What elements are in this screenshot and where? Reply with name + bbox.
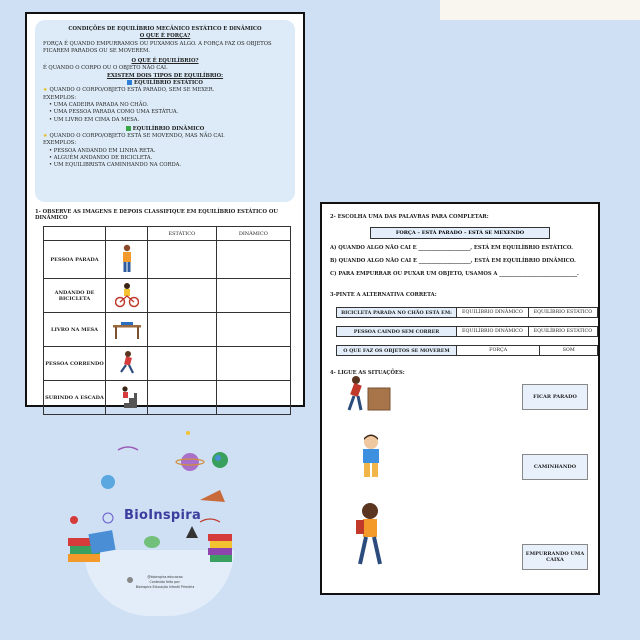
sentence-b: B) QUANDO ALGO NÃO CAI E ____________________, ESTÁ EM EQUILÍBRIO DINÂMICO.: [330, 258, 576, 264]
static-answer-cell[interactable]: [148, 313, 217, 347]
brand-name: BioInspira: [124, 508, 202, 523]
word-bank: FORÇA – ESTÁ PARADO – ESTÁ SE MEXENDO: [370, 227, 550, 239]
dynamic-answer-cell[interactable]: [216, 347, 290, 381]
blue-square-icon: [127, 80, 132, 85]
option-b[interactable]: SOM: [540, 346, 598, 356]
green-square-icon: [126, 126, 131, 131]
option-a[interactable]: EQUILÍBRIO DINÂMICO: [457, 308, 529, 318]
dynamic-answer-cell[interactable]: [216, 241, 290, 279]
sheet-title: CONDIÇÕES DE EQUILÍBRIO MECÂNICO ESTÁTICO E DINÂMICO: [68, 26, 262, 32]
option-question: PESSOA CAINDO SEM CORRER: [337, 327, 457, 337]
dynamic-answer-cell[interactable]: [216, 381, 290, 415]
list-item: • UM EQUILIBRISTA CAMINHANDO NA CORDA.: [49, 162, 287, 169]
static-answer-cell[interactable]: [148, 347, 217, 381]
static-answer-cell[interactable]: [148, 381, 217, 415]
table-row: [337, 327, 598, 337]
book-on-table-icon: [106, 313, 148, 347]
row-label: PESSOA PARADA: [44, 241, 106, 279]
table-row: [44, 347, 291, 381]
examples-label: EXEMPLOS:: [43, 94, 77, 101]
examples-label: EXEMPLOS:: [43, 140, 77, 147]
dynamic-title: EQUILÍBRIO DINÂMICO: [132, 125, 205, 132]
static-definition-line: [43, 87, 287, 94]
list-item: • ALGUÉM ANDANDO DE BICICLETA.: [49, 155, 287, 162]
list-item: • UM LIVRO EM CIMA DA MESA.: [49, 117, 287, 124]
table-row: [44, 241, 291, 279]
equilibrium-definition: É QUANDO O CORPO OU O OBJETO NÃO CAI.: [43, 65, 168, 72]
table-row: [44, 381, 291, 415]
list-item: • UMA PESSOA PARADA COMO UMA ESTÁTUA.: [49, 109, 287, 116]
option-b[interactable]: EQUILÍBRIO ESTÁTICO: [528, 308, 597, 318]
dynamic-answer-cell[interactable]: [216, 279, 290, 313]
match-box-standing[interactable]: FICAR PARADO: [522, 384, 588, 410]
credit-line: Conteúdo feito por:: [149, 580, 181, 584]
sentence-c: C) PARA EMPURRAR OU PUXAR UM OBJETO, USAMOS A ______________________________.: [330, 271, 579, 277]
credit-line: Bioinspira Educação Infantil Primária: [135, 585, 195, 589]
dynamic-answer-cell[interactable]: [216, 313, 290, 347]
classification-table: [43, 226, 291, 415]
table-row: [337, 308, 598, 318]
option-question: O QUE FAZ OS OBJETOS SE MOVEREM: [337, 346, 457, 356]
exercise-1-title: 1- OBSERVE AS IMAGENS E DEPOIS CLASSIFIQUE EM EQUILÍBRIO ESTÁTICO OU DINÂMICO: [35, 209, 278, 221]
header-empty: [106, 227, 148, 241]
top-edge-strip: [440, 0, 640, 20]
dynamic-definition-line: [43, 133, 287, 140]
static-answer-cell[interactable]: [148, 241, 217, 279]
option-a[interactable]: FORÇA: [457, 346, 540, 356]
option-question: BICICLETA PARADA NO CHÃO ESTÁ EM:: [337, 308, 457, 318]
option-b[interactable]: EQUILÍBRIO ESTÁTICO: [528, 327, 597, 337]
pushing-box-icon: [344, 374, 394, 414]
star-icon: ★: [43, 87, 48, 94]
static-title: EQUILÍBRIO ESTÁTICO: [134, 80, 203, 87]
credit-line: @bioinspira.educacao: [147, 575, 183, 579]
options-table-2: [336, 326, 598, 337]
types-title: EXISTEM DOIS TIPOS DE EQUILÍBRIO:: [106, 72, 224, 79]
row-label: ANDANDO DE BICICLETA: [44, 279, 106, 313]
table-row: [337, 346, 598, 356]
concepts-box: [35, 20, 295, 202]
match-box-walking[interactable]: CAMINHANDO: [522, 454, 588, 480]
brand-credits: [120, 575, 210, 590]
exercise-3-title: 3-PINTE A ALTERNATIVA CORRETA:: [330, 292, 437, 298]
exercise-2-title: 2- ESCOLHA UMA DAS PALAVRAS PARA COMPLETAR:: [330, 214, 489, 220]
header-dynamic: DINÂMICO: [216, 227, 290, 241]
walking-boy-icon: [352, 502, 388, 568]
row-label: PESSOA CORRENDO: [44, 347, 106, 381]
running-person-icon: [106, 347, 148, 381]
static-examples-list: [43, 102, 287, 124]
climbing-stairs-icon: [106, 381, 148, 415]
exercise-4-title: 4- LIGUE AS SITUAÇÕES:: [330, 370, 405, 376]
options-table-3: [336, 345, 598, 356]
table-row: [44, 279, 291, 313]
sentence-a: A) QUANDO ALGO NÃO CAI E ____________________, ESTÁ EM EQUILÍBRIO ESTÁTICO.: [330, 245, 573, 251]
standing-boy-icon: [358, 434, 384, 480]
options-table-1: [336, 307, 598, 318]
standing-person-icon: [106, 241, 148, 279]
header-static: ESTÁTICO: [148, 227, 217, 241]
science-icons-illustration: [60, 430, 260, 620]
list-item: • PESSOA ANDANDO EM LINHA RETA.: [49, 148, 287, 155]
list-item: • UMA CADEIRA PARADA NO CHÃO.: [49, 102, 287, 109]
brand-logo: [60, 430, 260, 620]
option-a[interactable]: EQUILÍBRIO DINÂMICO: [457, 327, 529, 337]
row-label: LIVRO NA MESA: [44, 313, 106, 347]
table-row: [44, 313, 291, 347]
static-answer-cell[interactable]: [148, 279, 217, 313]
match-box-pushing[interactable]: EMPURRANDO UMA CAIXA: [522, 544, 588, 570]
header-empty: [44, 227, 106, 241]
force-definition: FORÇA É QUANDO EMPURRAMOS OU PUXAMOS ALGO. A FORÇA FAZ OS OBJETOS FICAREM PARADOS OU SE MOVEREM.: [43, 40, 272, 54]
dynamic-definition: QUANDO O CORPO/OBJETO ESTÁ SE MOVENDO, MAS NÃO CAI.: [49, 133, 225, 140]
static-definition: QUANDO O CORPO/OBJETO ESTÁ PARADO, SEM SE MEXER.: [49, 87, 215, 94]
row-label: SUBINDO A ESCADA: [44, 381, 106, 415]
worksheet-page-2: [320, 202, 600, 595]
star-icon: ★: [43, 133, 48, 140]
dynamic-examples-list: [43, 148, 287, 170]
question-force: O QUE É FORÇA?: [139, 33, 191, 40]
question-equilibrium: O QUE É EQUILÍBRIO?: [131, 58, 199, 65]
worksheet-page-1: [25, 12, 305, 407]
bicycle-rider-icon: [106, 279, 148, 313]
